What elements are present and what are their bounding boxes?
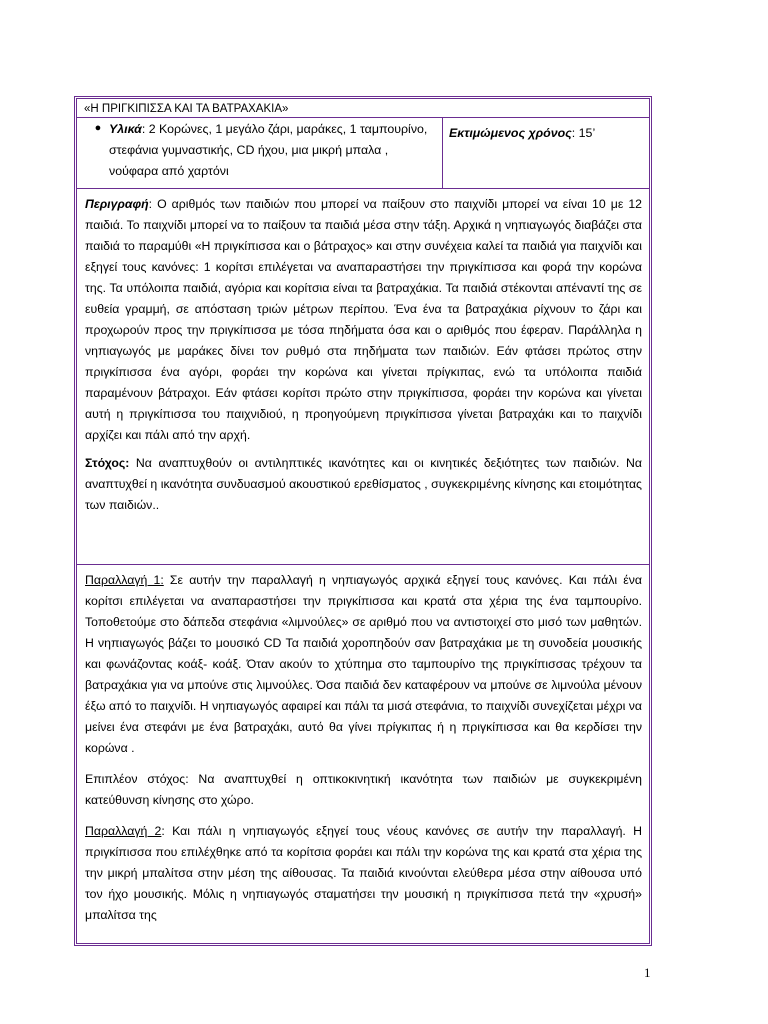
variations-cell: [77, 565, 649, 943]
materials-text-block: [109, 119, 436, 188]
estimated-time-value: : 15’: [571, 126, 596, 140]
goal-text: Να αναπτυχθούν οι αντιληπτικές ικανότητες και οι κινητικές δεξιότητες των παιδιών. Να αναπτυχθεί η ικανότητα συνδυασμού ακουστικού ερεθίσματος , συγκεκριμένης κίνησης και ετοιμότητας των παιδιών..: [85, 456, 642, 512]
page-number: 1: [644, 965, 651, 980]
estimated-time-label: Εκτιμώμενος χρόνος: [449, 126, 572, 140]
activity-table: [74, 96, 652, 946]
variation-2-text: : Και πάλι η νηπιαγωγός εξηγεί τους νέους κανόνες σε αυτήν την παραλλαγή. Η πριγκίπισσα που επιλέχθηκε από τα κορίτσια φοράει και πάλι την κορώνα της και κρατά στα χέρια της την μικρή μπαλίτσα στην μέση της αίθουσας. Τα παιδιά κινούνται ελεύθερα μέσα στην αίθουσα υπό τον ήχο μουσικής. Μόλις η νηπιαγωγός σταματήσει την μουσική η πριγκίπισσα πετά την «χρυσή» μπαλίτσα της: [85, 824, 642, 922]
goal-paragraph: [85, 453, 642, 516]
materials-list: : 2 Κορώνες, 1 μεγάλο ζάρι, μαράκες, 1 ταμπουρίνο, στεφάνια γυμναστικής, CD ήχου, μια μικρή μπαλα , νούφαρα από χαρτόνι: [109, 122, 428, 178]
variation-1-paragraph: [85, 570, 642, 759]
materials-label: Υλικά: [109, 122, 142, 136]
activity-title: «Η ΠΡΙΓΚΙΠΙΣΣΑ ΚΑΙ ΤΑ ΒΑΤΡΑΧΑΚΙΑ»: [84, 103, 289, 115]
goal-label: Στόχος:: [85, 456, 130, 470]
description-label: Περιγραφή: [85, 197, 149, 211]
materials-cell: [77, 118, 443, 188]
variation-1-label: Παραλλαγή 1:: [85, 573, 164, 587]
activity-title-row: [77, 99, 649, 118]
description-text: : Ο αριθμός των παιδιών που μπορεί να παίξουν στο παιχνίδι μπορεί να είναι 10 με 12 παιδιά. Το παιχνίδι μπορεί να το παίξουν τα παιδιά μέσα στην τάξη. Αρχικά η νηπιαγωγός διαβάζει στα παιδιά το παραμύθι «Η πριγκίπισσα και ο βάτραχος» και στην συνέχεια καλεί τα παιδιά για παιχνίδι και εξηγεί τους κανόνες: 1 κορίτσι επιλέγεται να αναπαραστήσει την πριγκίπισσα και φορά την κορώνα της. Τα υπόλοιπα παιδιά, αγόρια και κορίτσια είναι τα βατραχάκια. Τα παιδιά στέκονται απέναντί της σε ευθεία γραμμή, σε απόσταση τριών μέτρων περίπου. Ένα ένα τα βατραχάκια ρίχνουν το ζάρι και προχωρούν προς την πριγκίπισσα με τόσα πηδήματα όσα και ο αριθμός που έφεραν. Παράλληλα η νηπιαγωγός με μαράκες δίνει τον ρυθμό στα πηδήματα των παιδιών. Εάν φτάσει πρώτος στην πριγκίπισσα ένα αγόρι, φοράει την κορώνα και γίνεται πρίγκιπας, ενώ τα υπόλοιπα παιδιά παραμένουν βάτραχοι. Εάν φτάσει κορίτσι πρώτο στην πριγκίπισσα, φοράει την κορώνα και γίνεται αυτή η πριγκίπισσα του παιχνιδιού, η προηγούμενη πριγκίπισσα γίνεται βατραχάκι και το παιχνίδι αρχίζει και πάλι από την αρχή.: [85, 197, 642, 442]
description-paragraph: [85, 194, 642, 446]
variation-2-paragraph: [85, 821, 642, 926]
variation-2-label: Παραλλαγή 2: [85, 824, 162, 838]
extra-goal-paragraph: Επιπλέον στόχος: Να αναπτυχθεί η οπτικοκινητική ικανότητα των παιδιών με συγκεκριμένη κατεύθυνση κίνησης στο χώρο.: [85, 772, 642, 807]
variation-1-text: Σε αυτήν την παραλλαγή η νηπιαγωγός αρχικά εξηγεί τους κανόνες. Και πάλι ένα κορίτσι επιλέγεται να αναπαραστήσει την πριγκίπισσα και κρατά στα χέρια της ένα ταμπουρίνο. Τοποθετούμε στο δάπεδα στεφάνια «λιμνούλες» σε αριθμό που να αντιστοιχεί στο μισό των μαθητών. Η νηπιαγωγός βάζει το μουσικό CD Τα παιδιά χοροπηδούν σαν βατραχάκια με τη συνοδεία μουσικής και φωνάζοντας κοάξ- κοάξ. Όταν ακούν το χτύπημα στο ταμπουρίνο της πριγκίπισσας τρέχουν τα βατραχάκια για να μπούνε στις λιμνούλες. Όσα παιδιά δεν καταφέρουν να μπούνε σε λιμνούλα μένουν έξω από το παιχνίδι. Η νηπιαγωγός αφαιρεί και πάλι τα μισά στεφάνια, το παιχνίδι συνεχίζεται μέχρι να μείνει ένα στεφάνι με ένα βατραχάκι, αυτό θα γίνει πρίγκιπας ή η πριγκίπισσα και θα κερδίσει την κορώνα .: [85, 573, 643, 755]
estimated-time-cell: [443, 118, 649, 188]
bullet-icon: ●: [94, 122, 102, 134]
description-cell: [77, 189, 649, 565]
materials-time-row: [77, 118, 649, 189]
